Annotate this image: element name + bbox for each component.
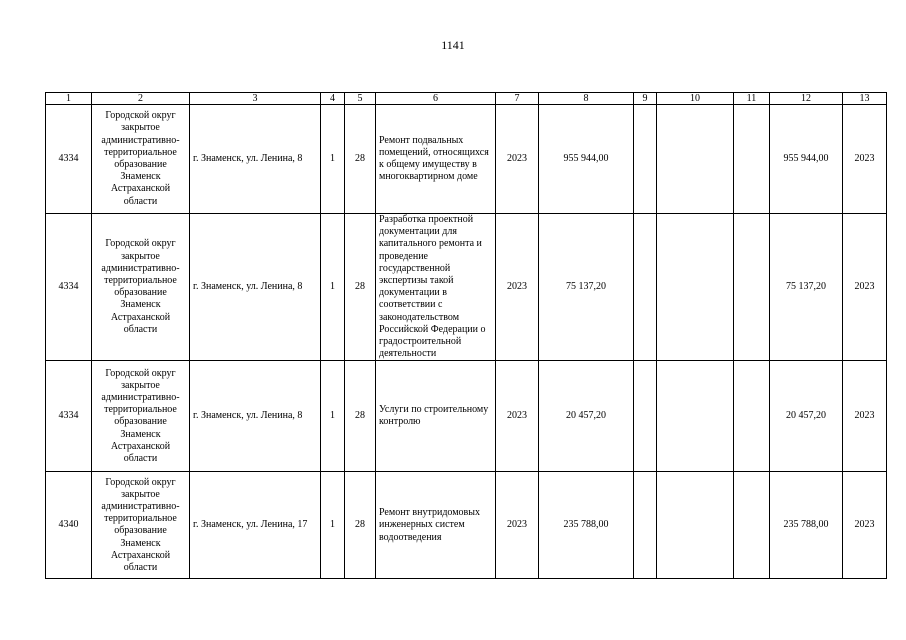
amount-cell: 75 137,20 xyxy=(539,214,634,361)
end-year-cell: 2023 xyxy=(843,361,887,472)
col10-cell xyxy=(657,361,734,472)
year-cell: 2023 xyxy=(496,472,539,579)
capital-repair-table xyxy=(45,92,887,579)
col11-cell xyxy=(734,214,770,361)
header-cell: 6 xyxy=(376,93,496,105)
code-cell: 4334 xyxy=(46,214,92,361)
col5-cell: 28 xyxy=(345,361,376,472)
year-cell: 2023 xyxy=(496,105,539,214)
address-cell: г. Знаменск, ул. Ленина, 8 xyxy=(190,214,321,361)
amount-cell: 20 457,20 xyxy=(539,361,634,472)
work-type-cell: Ремонт подвальных помещений, относящихся к общему имуществу в многоквартирном доме xyxy=(376,105,496,214)
col4-cell: 1 xyxy=(321,472,345,579)
total-cell: 20 457,20 xyxy=(770,361,843,472)
header-cell: 4 xyxy=(321,93,345,105)
table-row xyxy=(46,105,887,214)
header-row xyxy=(46,93,887,105)
col9-cell xyxy=(634,472,657,579)
total-cell: 235 788,00 xyxy=(770,472,843,579)
col10-cell xyxy=(657,105,734,214)
header-cell: 1 xyxy=(46,93,92,105)
end-year-cell: 2023 xyxy=(843,472,887,579)
header-cell: 7 xyxy=(496,93,539,105)
col4-cell: 1 xyxy=(321,361,345,472)
total-cell: 75 137,20 xyxy=(770,214,843,361)
col11-cell xyxy=(734,361,770,472)
year-cell: 2023 xyxy=(496,361,539,472)
municipality-cell: Городской округ закрытое административно-территориальное образование Знаменск Астраханской области xyxy=(92,105,190,214)
col4-cell: 1 xyxy=(321,105,345,214)
year-cell: 2023 xyxy=(496,214,539,361)
col5-cell: 28 xyxy=(345,105,376,214)
col5-cell: 28 xyxy=(345,214,376,361)
col4-cell: 1 xyxy=(321,214,345,361)
header-cell: 10 xyxy=(657,93,734,105)
work-type-cell: Услуги по строительному контролю xyxy=(376,361,496,472)
page-number: 1141 xyxy=(441,38,465,52)
municipality-cell: Городской округ закрытое административно-территориальное образование Знаменск Астраханской области xyxy=(92,214,190,361)
table-row xyxy=(46,472,887,579)
municipality-cell: Городской округ закрытое административно-территориальное образование Знаменск Астраханской области xyxy=(92,472,190,579)
end-year-cell: 2023 xyxy=(843,105,887,214)
amount-cell: 955 944,00 xyxy=(539,105,634,214)
table-row xyxy=(46,361,887,472)
col11-cell xyxy=(734,472,770,579)
col10-cell xyxy=(657,214,734,361)
header-cell: 13 xyxy=(843,93,887,105)
code-cell: 4340 xyxy=(46,472,92,579)
work-type-cell: Разработка проектной документации для капитального ремонта и проведение государственной экспертизы такой документации в соответствии с законодательством Российской Федерации о градостроительной деятельности xyxy=(376,214,496,361)
header-cell: 11 xyxy=(734,93,770,105)
header-cell: 2 xyxy=(92,93,190,105)
table-row xyxy=(46,214,887,361)
end-year-cell: 2023 xyxy=(843,214,887,361)
col9-cell xyxy=(634,214,657,361)
work-type-cell: Ремонт внутридомовых инженерных систем водоотведения xyxy=(376,472,496,579)
header-cell: 9 xyxy=(634,93,657,105)
address-cell: г. Знаменск, ул. Ленина, 17 xyxy=(190,472,321,579)
header-cell: 8 xyxy=(539,93,634,105)
address-cell: г. Знаменск, ул. Ленина, 8 xyxy=(190,105,321,214)
municipality-cell: Городской округ закрытое административно-территориальное образование Знаменск Астраханской области xyxy=(92,361,190,472)
amount-cell: 235 788,00 xyxy=(539,472,634,579)
col5-cell: 28 xyxy=(345,472,376,579)
col11-cell xyxy=(734,105,770,214)
header-cell: 5 xyxy=(345,93,376,105)
col10-cell xyxy=(657,472,734,579)
code-cell: 4334 xyxy=(46,361,92,472)
code-cell: 4334 xyxy=(46,105,92,214)
col9-cell xyxy=(634,361,657,472)
total-cell: 955 944,00 xyxy=(770,105,843,214)
address-cell: г. Знаменск, ул. Ленина, 8 xyxy=(190,361,321,472)
header-cell: 3 xyxy=(190,93,321,105)
col9-cell xyxy=(634,105,657,214)
header-cell: 12 xyxy=(770,93,843,105)
